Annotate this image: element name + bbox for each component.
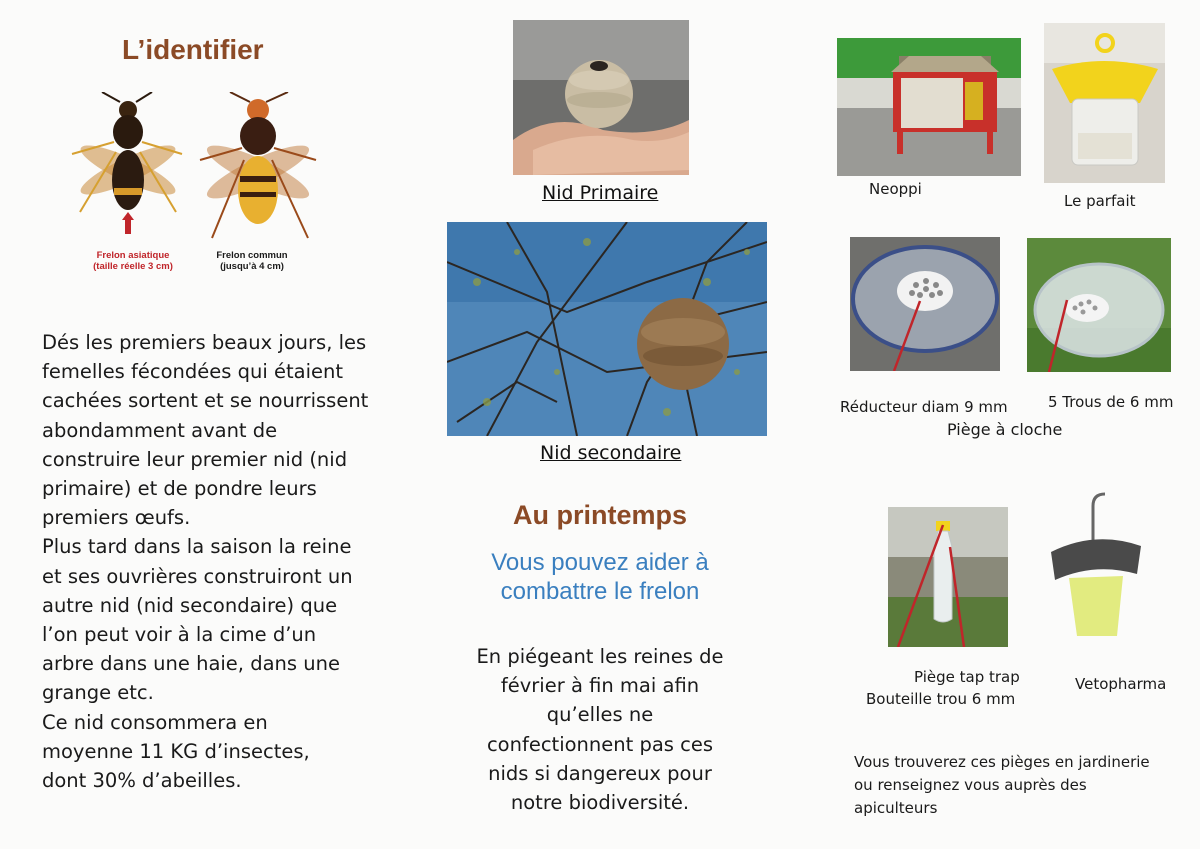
primary-nest-caption: Nid Primaire [542, 182, 659, 204]
reducer-label: Réducteur diam 9 mm [840, 398, 1008, 416]
asian-hornet-label [78, 250, 188, 272]
asian-hornet-name: Frelon asiatique [96, 250, 170, 261]
tap-trap-label: Piège tap trap [914, 668, 1020, 686]
secondary-nest-photo [447, 222, 767, 436]
five-holes-trap-photo [1027, 238, 1171, 372]
asian-hornet-size: (taille réelle 3 cm) [93, 261, 173, 272]
vetopharma-label: Vetopharma [1075, 675, 1167, 693]
secondary-nest-caption: Nid secondaire [540, 442, 682, 464]
le-parfait-trap-photo [1044, 23, 1165, 183]
vetopharma-trap-photo [1045, 490, 1145, 645]
bell-trap-label: Piège à cloche [947, 420, 1063, 439]
common-hornet-size: (jusqu’à 4 cm) [220, 261, 284, 272]
spring-title: Au printemps [512, 500, 687, 530]
neoppi-label: Neoppi [869, 180, 922, 198]
identify-title: L’identifier [122, 34, 264, 65]
identify-paragraph: Dés les premiers beaux jours, les femelles fécondées qui étaient cachées sortent et se nourrissent abondamment avant de construire leur premier nid (nid primaire) et de pondre leurs premiers œufs. Plus tard dans la saison la reine et ses ouvrières construiront un autre nid (nid secondaire) que l’on peut voir à la cime d’un arbre dans une haie, dans une grange etc. Ce nid consommera en moyenne 11 KG d’insectes, dont 30% d’abeilles. [42, 331, 369, 793]
le-parfait-label: Le parfait [1064, 192, 1136, 210]
common-hornet-label [212, 250, 292, 272]
primary-nest-photo [513, 20, 689, 175]
bottle-label: Bouteille trou 6 mm [866, 690, 1016, 708]
bottle-trap-photo [888, 507, 1008, 647]
neoppi-trap-photo [837, 38, 1021, 176]
common-hornet-name: Frelon commun [216, 250, 288, 261]
spring-subtitle: Vous pouvez aider à combattre le frelon [491, 549, 709, 605]
spring-paragraph: En piégeant les reines de février à fin mai afin qu’elles ne confectionnent pas ces nids si dangereux pour notre biodiversité. [476, 645, 724, 815]
footer-note: Vous trouverez ces pièges en jardinerie ou renseignez vous auprès des apiculteurs [854, 753, 1150, 817]
five-holes-label: 5 Trous de 6 mm [1048, 393, 1174, 411]
reducer-trap-photo [850, 237, 1000, 371]
